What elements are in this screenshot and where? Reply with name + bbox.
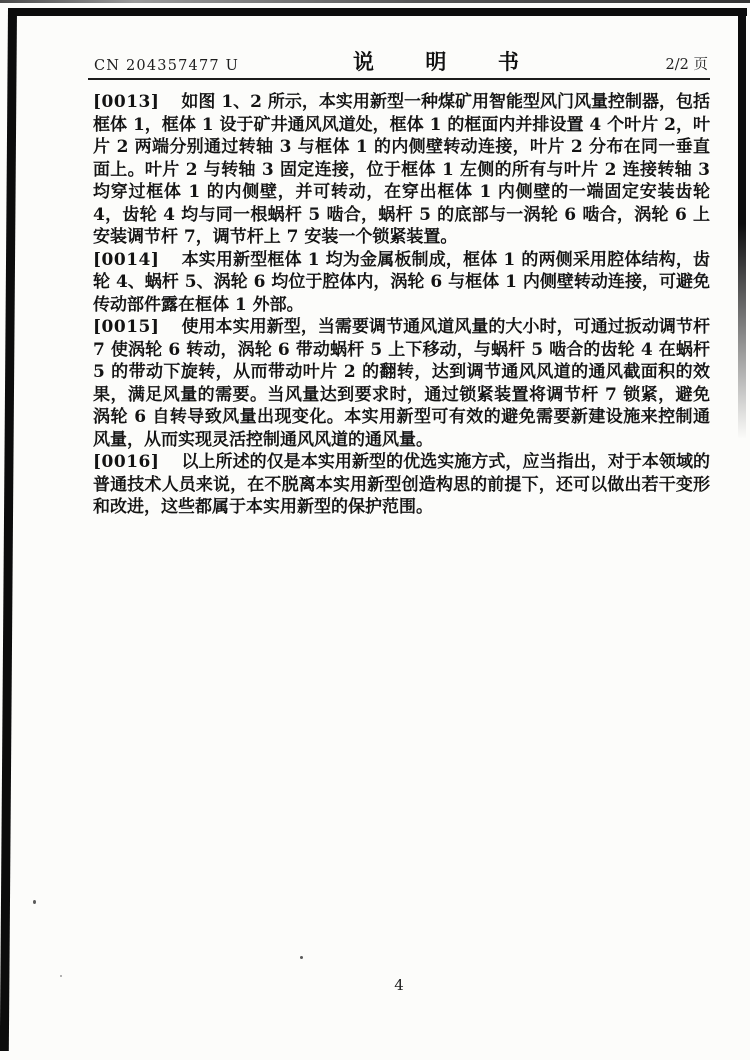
scan-speck [60, 975, 62, 977]
document-title: 说 明 书 [353, 49, 541, 74]
scan-border-top [8, 8, 747, 16]
paragraph-text: 如图 1、2 所示，本实用新型一种煤矿用智能型风门风量控制器，包括框体 1，框体 1 设于矿井通风风道处，框体 1 的框面内并排设置 4 个叶片 2，叶片 2 两端分别通过转轴 3 与框体 1 的内侧壁转动连接，叶片 2 分布在同一垂直面上。叶片 2 与转轴 3 固定连接，位于框体 1 左侧的所有与叶片 2 连接转轴 3 均穿过框体 1 的内侧壁，并可转动，在穿出框体 1 内侧壁的一端固定安装齿轮 4，齿轮 4 均与同一根蜗杆 5 啮合，蜗杆 5 的底部与一涡轮 6 啮合，涡轮 6 上安装调节杆 7，调节杆上 7 安装一个锁紧装置。 [93, 92, 710, 247]
page-content [88, 49, 710, 519]
specification-paragraph [93, 91, 710, 249]
page-header [88, 49, 710, 80]
scan-speck [300, 956, 303, 959]
page-indicator: 2/2 页 [665, 57, 708, 73]
scan-border-left [0, 9, 17, 1051]
paragraph-number: [0015] [93, 317, 160, 337]
paragraph-number: [0013] [93, 92, 160, 112]
scan-speck [33, 900, 36, 904]
paragraph-text: 使用本实用新型，当需要调节通风道风量的大小时，可通过扳动调节杆 7 使涡轮 6 转动，涡轮 6 带动蜗杆 5 上下移动，与蜗杆 5 啮合的齿轮 4 在蜗杆 5 的带动下旋转，从而带动叶片 2 的翻转，达到调节通风风道的通风截面积的效果，满足风量的需要。当风量达到要求时，通过锁紧装置将调节杆 7 锁紧，避免涡轮 6 自转导致风量出现变化。本实用新型可有效的避免需要新建设施来控制通风量，从而实现灵活控制通风风道的通风量。 [93, 317, 710, 450]
specification-body [93, 91, 710, 519]
specification-paragraph [93, 249, 710, 317]
paragraph-text: 本实用新型框体 1 均为金属板制成，框体 1 的两侧采用腔体结构，齿轮 4、蜗杆 5、涡轮 6 均位于腔体内，涡轮 6 与框体 1 内侧壁转动连接，可避免传动部件露在框体 1 外部。 [93, 249, 710, 315]
document-number: CN 204357477 U [94, 58, 240, 74]
paragraph-number: [0014] [93, 249, 160, 270]
specification-paragraph [93, 451, 710, 519]
scan-edge-top [0, 0, 750, 3]
paragraph-number: [0016] [93, 452, 160, 472]
specification-paragraph [93, 316, 710, 451]
scan-border-right [738, 9, 746, 439]
page-number: 4 [394, 976, 404, 994]
paragraph-text: 以上所述的仅是本实用新型的优选实施方式，应当指出，对于本领域的普通技术人员来说，在不脱离本实用新型创造构思的前提下，还可以做出若干变形和改进，这些都属于本实用新型的保护范围。 [93, 452, 710, 517]
